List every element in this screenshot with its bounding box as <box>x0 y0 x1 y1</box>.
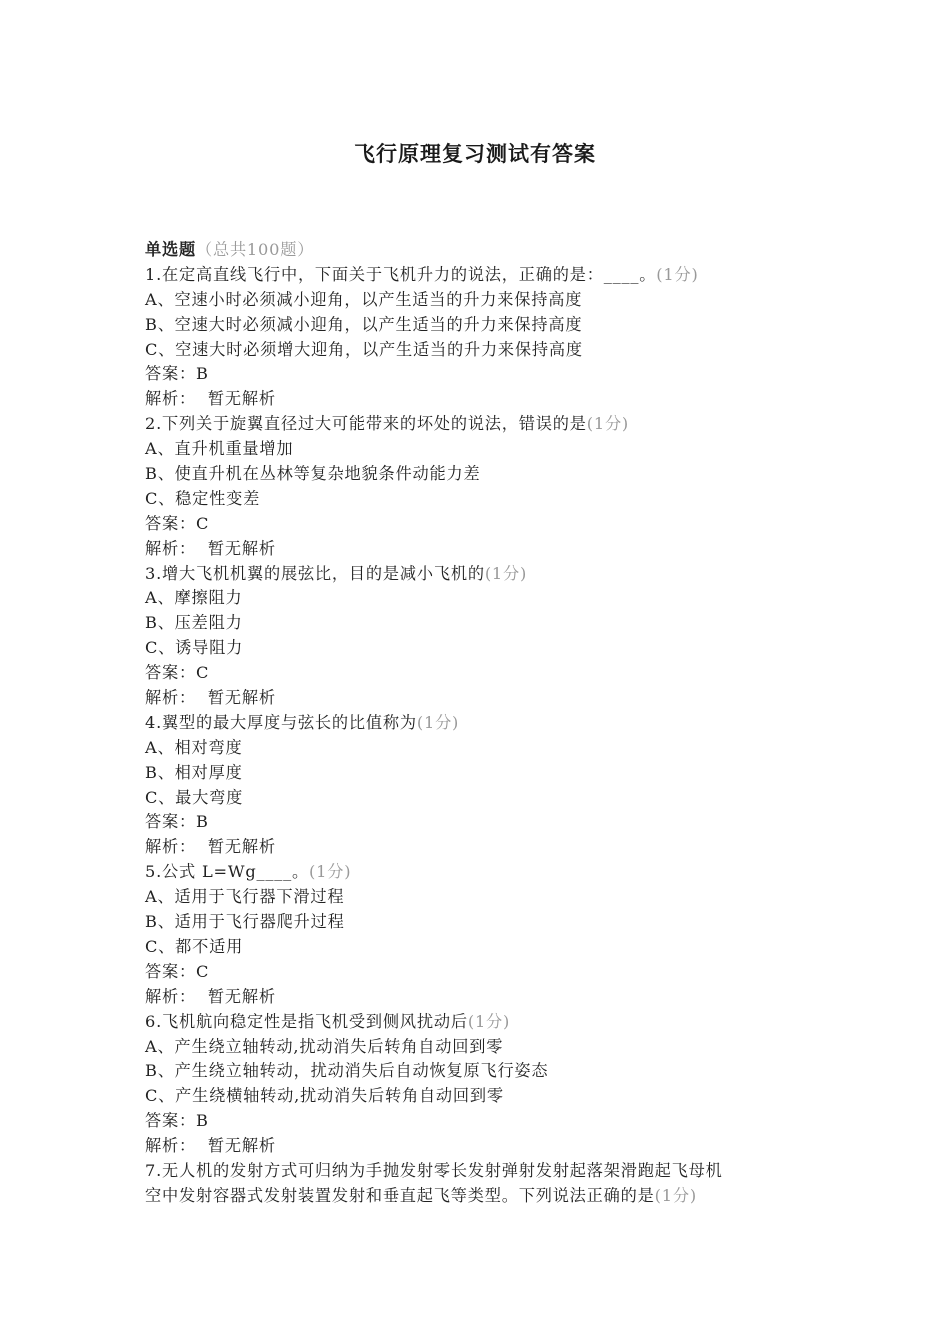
analysis-label: 解析： <box>145 837 196 857</box>
question-block <box>145 711 825 860</box>
analysis-line <box>145 686 825 711</box>
answer-value: B <box>195 364 209 384</box>
question-text <box>145 263 825 288</box>
answer-line <box>145 810 825 835</box>
question-block <box>145 263 825 412</box>
analysis-value: 暂无解析 <box>195 1136 276 1156</box>
question-option: A、空速小时必须减小迎角，以产生适当的升力来保持高度 <box>145 289 583 309</box>
answer-value: B <box>195 812 209 832</box>
document-title: 飞行原理复习测试有答案 <box>354 141 596 166</box>
question-text <box>145 860 825 885</box>
question-text <box>145 1159 825 1184</box>
question-option: A、产生绕立轴转动,扰动消失后转角自动回到零 <box>145 1036 504 1056</box>
analysis-label: 解析： <box>145 688 196 708</box>
question-option: B、产生绕立轴转动，扰动消失后自动恢复原飞行姿态 <box>145 1061 549 1081</box>
answer-line <box>145 960 825 985</box>
analysis-line <box>145 1134 825 1159</box>
question-block <box>145 412 825 561</box>
question-option: C、诱导阻力 <box>145 638 244 658</box>
analysis-line <box>145 985 825 1010</box>
question-text-segment: 6.飞机航向稳定性是指飞机受到侧风扰动后 <box>145 1011 468 1031</box>
question-score: (1分) <box>484 563 528 583</box>
question-option: A、摩擦阻力 <box>145 588 243 608</box>
section-count: （总共100题） <box>195 240 315 259</box>
question-score: (1分) <box>656 264 699 284</box>
analysis-value: 暂无解析 <box>195 389 276 409</box>
question-text-segment: 3.增大飞机机翼的展弦比，目的是减小飞机的 <box>145 563 485 583</box>
question-option: B、相对厚度 <box>145 762 243 782</box>
analysis-line <box>145 835 825 860</box>
question-text <box>145 562 825 587</box>
analysis-value: 暂无解析 <box>195 538 276 558</box>
answer-label: 答案： <box>145 513 196 533</box>
analysis-label: 解析： <box>145 1136 196 1156</box>
question-score: (1分) <box>467 1011 511 1031</box>
question-option: B、使直升机在丛林等复杂地貌条件动能力差 <box>145 464 481 484</box>
question-text <box>145 412 825 437</box>
answer-line <box>145 661 825 686</box>
answer-line <box>145 362 825 387</box>
question-text-segment: 7.无人机的发射方式可归纳为手抛发射零长发射弹射发射起落架滑跑起飞母机 <box>145 1160 723 1180</box>
question-option: C、空速大时必须增大迎角，以产生适当的升力来保持高度 <box>145 339 583 359</box>
question-text-segment: 5.公式 L=Wg____。 <box>145 862 310 882</box>
section-label: 单选题 <box>145 240 196 259</box>
question-score: (1分) <box>416 712 460 732</box>
analysis-value: 暂无解析 <box>195 688 276 708</box>
question-option: C、产生绕横轴转动,扰动消失后转角自动回到零 <box>145 1086 504 1106</box>
answer-value: C <box>195 513 210 533</box>
analysis-label: 解析： <box>145 986 196 1006</box>
answer-label: 答案： <box>145 663 196 683</box>
question-score: (1分) <box>586 414 630 434</box>
answer-label: 答案： <box>145 961 196 981</box>
question-option: A、适用于飞行器下滑过程 <box>145 887 345 907</box>
analysis-line <box>145 537 825 562</box>
question-option: C、最大弯度 <box>145 787 244 807</box>
analysis-label: 解析： <box>145 538 196 558</box>
question-option: B、压差阻力 <box>145 613 243 633</box>
question-option: B、适用于飞行器爬升过程 <box>145 912 345 932</box>
analysis-line <box>145 387 825 412</box>
answer-label: 答案： <box>145 812 196 832</box>
answer-label: 答案： <box>145 364 196 384</box>
question-list <box>145 238 825 1209</box>
answer-line <box>145 1109 825 1134</box>
question-option: C、都不适用 <box>145 936 244 956</box>
analysis-label: 解析： <box>145 389 196 409</box>
answer-line <box>145 512 825 537</box>
section-header <box>145 238 825 263</box>
answer-value: B <box>195 1111 209 1131</box>
question-text-segment: 1.在定高直线飞行中，下面关于飞机升力的说法，正确的是：____。 <box>145 264 657 284</box>
question-block <box>145 1159 825 1209</box>
question-block <box>145 860 825 1009</box>
analysis-value: 暂无解析 <box>195 986 276 1006</box>
question-text-segment: 2.下列关于旋翼直径过大可能带来的坏处的说法，错误的是 <box>145 414 587 434</box>
question-score: (1分) <box>654 1185 697 1205</box>
question-text-segment: 空中发射容器式发射装置发射和垂直起飞等类型。下列说法正确的是 <box>145 1185 655 1205</box>
answer-value: C <box>195 961 210 981</box>
question-block <box>145 562 825 711</box>
question-option: C、稳定性变差 <box>145 488 261 508</box>
analysis-value: 暂无解析 <box>195 837 276 857</box>
answer-label: 答案： <box>145 1111 196 1131</box>
question-text <box>145 1010 825 1035</box>
question-option: A、直升机重量增加 <box>145 439 294 459</box>
question-option: A、相对弯度 <box>145 737 243 757</box>
question-text <box>145 711 825 736</box>
question-option: B、空速大时必须减小迎角，以产生适当的升力来保持高度 <box>145 314 583 334</box>
question-text-segment: 4.翼型的最大厚度与弦长的比值称为 <box>145 712 417 732</box>
question-score: (1分) <box>309 862 352 882</box>
question-text <box>145 1184 825 1209</box>
answer-value: C <box>195 663 210 683</box>
question-block <box>145 1010 825 1159</box>
